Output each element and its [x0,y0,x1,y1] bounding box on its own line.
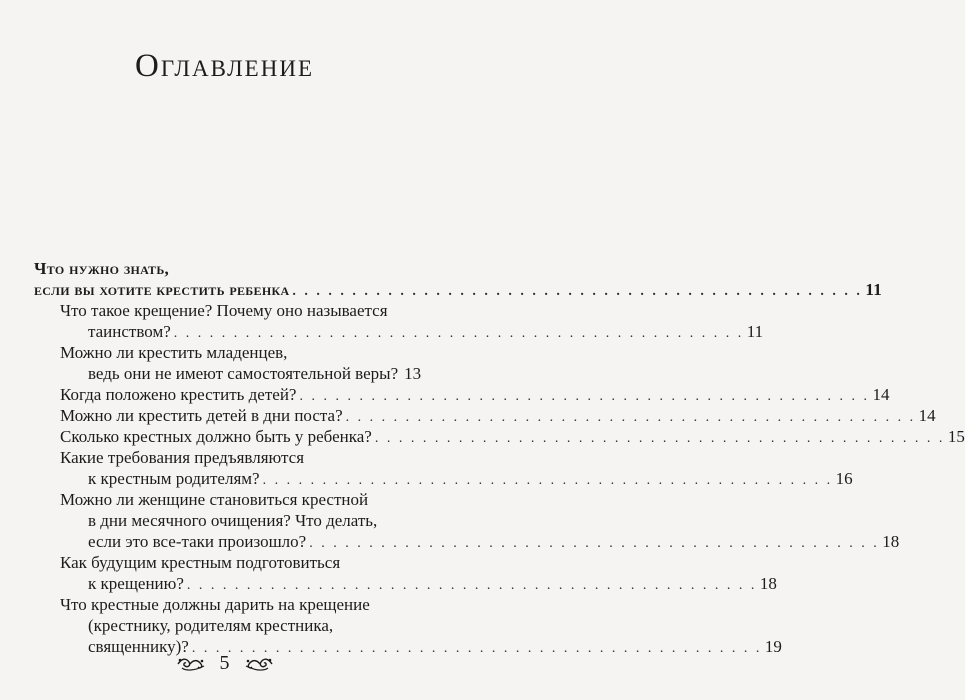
toc-entry[interactable] [88,532,900,552]
page-footer [0,652,449,675]
toc-entry-line: если это все-таки произошло? [88,532,307,551]
page-number: 5 [219,652,230,674]
leader-dots: . . . . . . . . . . . . . . . . . . . . . . . . . . . . . . . . . . . . . . . . . . . . . . . . [292,284,863,299]
leader-dots: . . . . . . . . . . . . . . . . . . . . . . . . . . . . . . . . . . . . . . . . . . . . . . . . [262,473,833,488]
toc-entry-line: таинством? [88,322,171,341]
page-ref: 14 [918,406,936,425]
toc-entry-line: (крестнику, родителям крестника, [88,616,334,635]
left-ornament-icon [176,656,206,672]
toc-entry-line: ведь они не имеют самостоятельной веры? [88,364,399,383]
page-ref: 13 [404,364,422,383]
leader-dots: . . . . . . . . . . . . . . . . . . . . . . . . . . . . . . . . . . . . . . . . . . . . . . . . [186,578,757,593]
toc-entry[interactable] [60,427,965,447]
chapter-title-line-2: если вы хотите крестить ребенка [34,280,290,299]
leader-dots: . . . . . . . . . . . . . . . . . . . . . . . . . . . . . . . . . . . . . . . . . . . . . . . . [173,326,744,341]
toc-entry-line: Когда положено крестить детей? [60,385,297,404]
toc-entry-line: Что такое крещение? Почему оно называется [60,301,388,320]
toc-entry-line: Можно ли женщине становиться крестной [60,490,369,509]
right-ornament-icon [244,656,274,672]
leader-dots: . . . . . . . . . . . . . . . . . . . . . . . . . . . . . . . . . . . . . . . . . . . . . . . . [191,641,762,656]
page-ref: 16 [835,469,853,488]
toc-entry-line: Какие требования предъявляются [60,448,305,467]
toc-entry-line: Как будущим крестным подготовиться [60,553,341,572]
leader-dots: . . . . . . . . . . . . . . . . . . . . . . . . . . . . . . . . . . . . . . . . . . . . . . . . [309,536,880,551]
leader-dots: . . . . . . . . . . . . . . . . . . . . . . . . . . . . . . . . . . . . . . . . . . . . . . . . [299,389,870,404]
toc-entry[interactable] [88,364,422,384]
page-ref: 18 [882,532,900,551]
toc-entry[interactable] [88,322,764,342]
toc-entry-line: Что крестные должны дарить на крещение [60,595,370,614]
toc-entry-line: Можно ли крестить младенцев, [60,343,288,362]
chapter-entry[interactable] [34,280,883,300]
page-ref: 11 [746,322,764,341]
page-ref: 14 [872,385,890,404]
toc-entry-line: к крестным родителям? [88,469,260,488]
toc-entry-line: в дни месячного очищения? Что делать, [88,511,378,530]
toc-entry[interactable] [88,574,777,594]
page-title: Оглавление [135,48,314,84]
toc-entry-line: Можно ли крестить детей в дни поста? [60,406,343,425]
toc-entry-line: священнику)? [88,637,189,656]
toc-entry[interactable] [60,406,936,426]
page-ref: 15 [947,427,965,446]
leader-dots: . . . . . . . . . . . . . . . . . . . . . . . . . . . . . . . . . . . . . . . . . . . . . . . . [345,410,916,425]
page-ref: 11 [865,280,883,299]
toc-entry-line: Сколько крестных должно быть у ребенка? [60,427,372,446]
leader-dots: . . . . . . . . . . . . . . . . . . . . . . . . . . . . . . . . . . . . . . . . . . . . . . . . [374,431,945,446]
toc-entry[interactable] [60,385,890,405]
chapter-title-line-1: Что нужно знать, [34,259,170,278]
toc-entry[interactable] [88,469,853,489]
page-ref: 18 [759,574,777,593]
toc-entry-line: к крещению? [88,574,184,593]
page-ref: 19 [764,637,782,656]
